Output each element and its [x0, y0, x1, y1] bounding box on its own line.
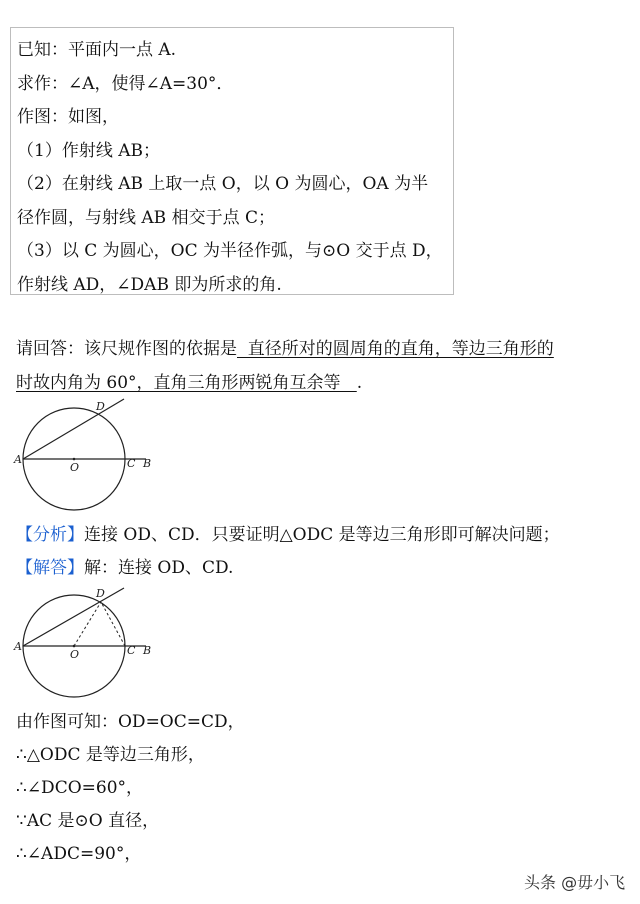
proof-line-4: ∵AC 是⊙O 直径， [16, 811, 160, 831]
question-answer-part-1: 直径所对的圆周角的直角，等边三角形的 [237, 339, 554, 359]
figure-1 [12, 396, 162, 511]
figure-2-label-b: B [143, 644, 152, 657]
problem-line-8: 作射线 AD，∠DAB 即为所求的角. [17, 274, 282, 295]
watermark: 头条 @毋小飞 [524, 873, 626, 892]
figure-2-label-a: A [14, 640, 22, 653]
question-line-2 [16, 368, 362, 393]
problem-line-1: 已知：平面内一点 A. [17, 40, 177, 60]
problem-box [10, 27, 454, 295]
proof-line-2: ∴△ODC 是等边三角形， [16, 745, 205, 765]
problem-line-3: 作图：如图， [17, 107, 119, 127]
analysis-line [16, 520, 560, 545]
problem-line-4: （1）作射线 AB； [17, 140, 160, 161]
figure-1-label-c: C [127, 457, 136, 470]
problem-line-6: 径作圆，与射线 AB 相交于点 C； [17, 207, 275, 228]
solution-text: 解：连接 OD、CD. [84, 558, 234, 578]
problem-line-2: 求作：∠A，使得∠A=30°． [17, 73, 234, 94]
proof-line-3: ∴∠DCO=60°， [16, 778, 144, 798]
figure-2-label-o: O [70, 648, 80, 661]
question-line-1 [16, 334, 554, 359]
figure-1-label-o: O [70, 461, 80, 474]
figure-2-ray-ad [23, 588, 124, 646]
question-prefix: 请回答：该尺规作图的依据是 [16, 339, 237, 359]
figure-1-label-d: D [96, 400, 105, 413]
problem-line-7: （3）以 C 为圆心，OC 为半径作弧，与⊙O 交于点 D， [17, 241, 443, 261]
proof-line-1: 由作图可知：OD=OC=CD， [16, 712, 245, 732]
question-suffix: . [356, 373, 363, 393]
figure-1-center-dot [73, 458, 76, 461]
analysis-text: 连接 OD、CD．只要证明△ODC 是等边三角形即可解决问题； [84, 525, 560, 545]
solution-line [16, 553, 233, 578]
figure-1-label-a: A [14, 453, 22, 466]
solution-tag: 【解答】 [16, 558, 84, 578]
figure-2-label-d: D [96, 587, 105, 600]
figure-1-label-b: B [143, 457, 152, 470]
figure-2 [12, 582, 162, 702]
problem-line-5: （2）在射线 AB 上取一点 O，以 O 为圆心，OA 为半 [17, 174, 429, 194]
question-answer-part-2: 时故内角为 60°，直角三角形两锐角互余等 [16, 373, 357, 393]
figure-2-center-dot [73, 645, 76, 648]
figure-2-label-c: C [127, 644, 136, 657]
figure-2-segment-cd [101, 602, 125, 646]
analysis-tag: 【分析】 [16, 525, 84, 545]
proof-line-5: ∴∠ADC=90°， [16, 844, 142, 864]
